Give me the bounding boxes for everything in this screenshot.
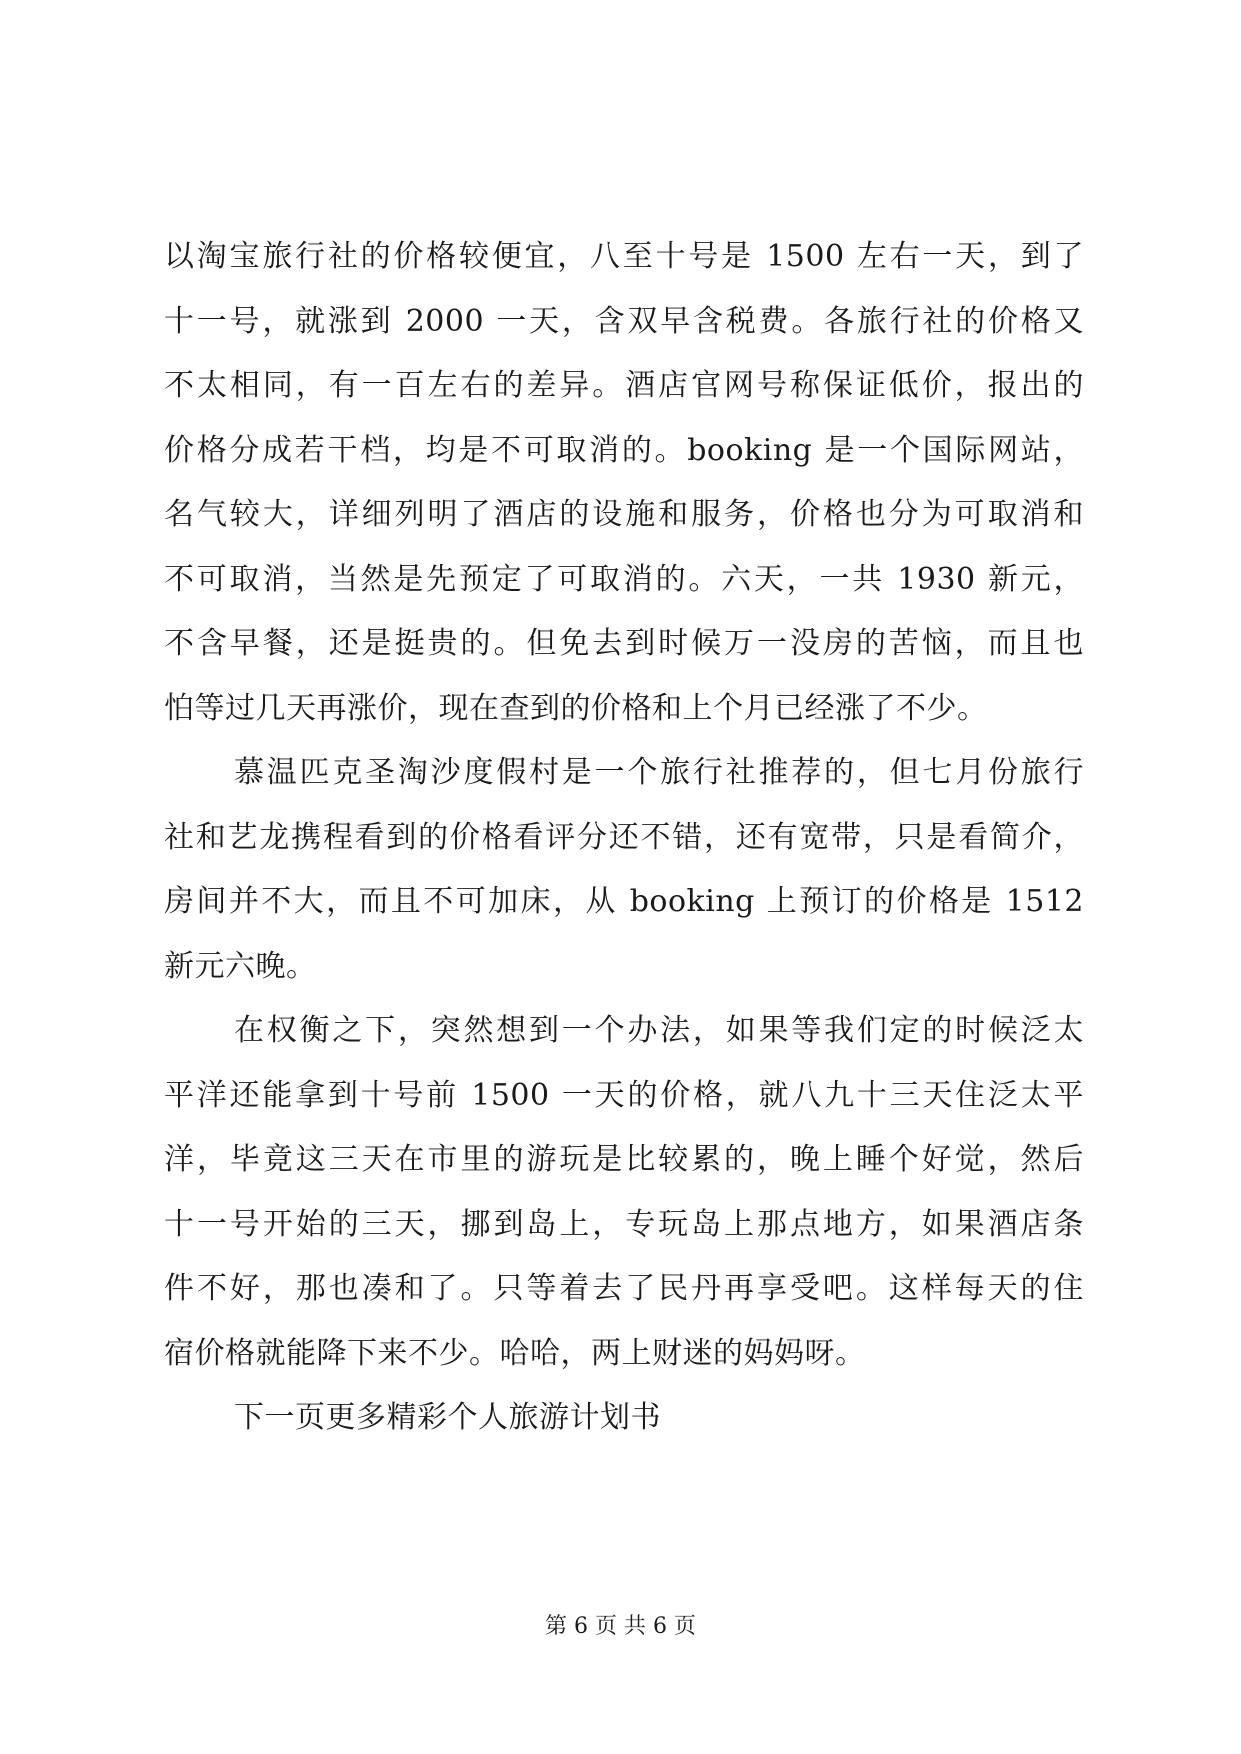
paragraph-4 xyxy=(164,1386,1084,1451)
text-line: 在权衡之下，突然想到一个办法，如果等我们定的时候泛太 xyxy=(234,1013,1084,1048)
text-line: 平洋还能拿到十号前 1500 一天的价格，就八九十三天住泛太平 xyxy=(164,1077,1084,1113)
text-line: 怕等过几天再涨价，现在查到的价格和上个月已经涨了不少。 xyxy=(164,690,988,726)
text-line: 件不好，那也凑和了。只等着去了民丹再享受吧。这样每天的住 xyxy=(164,1271,1084,1306)
text-line: 十一号开始的三天，挪到岛上，专玩岛上那点地方，如果酒店条 xyxy=(164,1206,1084,1242)
paragraph-3 xyxy=(164,999,1084,1386)
next-page-note: 下一页更多精彩个人旅游计划书 xyxy=(234,1400,661,1435)
paragraph-1 xyxy=(164,225,1084,741)
text-line: 洋，毕竟这三天在市里的游玩是比较累的，晚上睡个好觉，然后 xyxy=(164,1142,1084,1177)
text-line: 不含早餐，还是挺贵的。但免去到时候万一没房的苦恼，而且也 xyxy=(164,626,1084,661)
text-line: 房间并不大，而且不可加床，从 booking 上预订的价格是 1512 xyxy=(164,884,1084,919)
text-line: 价格分成若干档，均是不可取消的。booking 是一个国际网站， xyxy=(164,432,1084,468)
text-line: 宿价格就能降下来不少。哈哈，两上财迷的妈妈呀。 xyxy=(164,1335,866,1371)
text-line: 不可取消，当然是先预定了可取消的。六天，一共 1930 新元， xyxy=(164,561,1084,597)
paragraph-2 xyxy=(164,741,1084,999)
text-line: 十一号，就涨到 2000 一天，含双早含税费。各旅行社的价格又 xyxy=(164,303,1084,339)
text-line: 新元六晚。 xyxy=(164,948,317,984)
text-line: 以淘宝旅行社的价格较便宜，八至十号是 1500 左右一天，到了 xyxy=(164,239,1084,274)
page-footer: 第 6 页 共 6 页 xyxy=(545,1614,696,1639)
text-line: 慕温匹克圣淘沙度假村是一个旅行社推荐的，但七月份旅行 xyxy=(234,755,1084,790)
text-line: 不太相同，有一百左右的差异。酒店官网号称保证低价，报出的 xyxy=(164,368,1084,403)
document-body xyxy=(164,225,1084,1451)
text-line: 社和艺龙携程看到的价格看评分还不错，还有宽带，只是看简介， xyxy=(164,819,1084,855)
text-line: 名气较大，详细列明了酒店的设施和服务，价格也分为可取消和 xyxy=(164,497,1084,532)
